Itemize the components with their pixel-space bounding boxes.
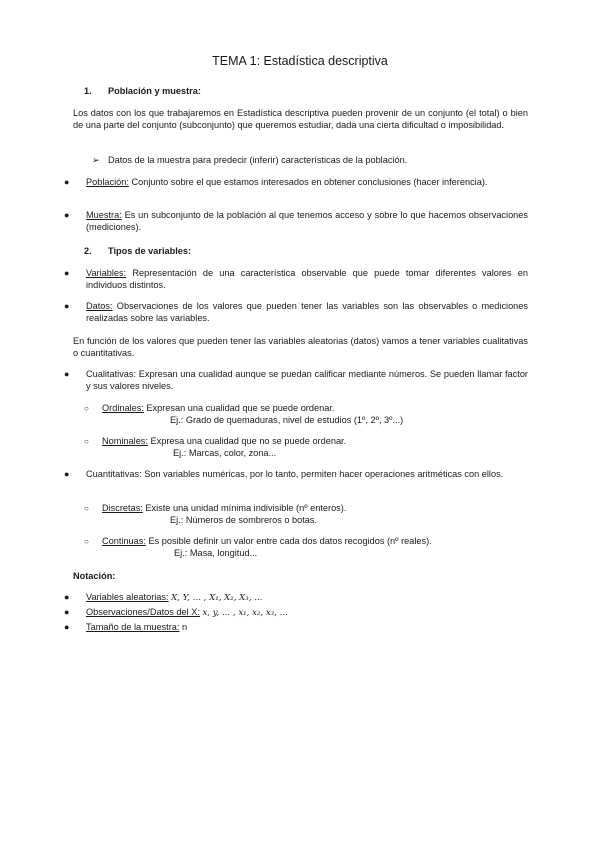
definition-ordinales: Expresan una cualidad que se puede ordenar. [143, 403, 335, 413]
definition-continuas: Es posible definir un valor entre cada dos datos recogidos (nº reales). [145, 536, 432, 546]
definition-poblacion: Conjunto sobre el que estamos interesados en obtener conclusiones (hacer inferencia). [128, 177, 488, 187]
arrow-item-text: Datos de la muestra para predecir (inferir) características de la población. [108, 155, 408, 165]
bullet-icon: ● [64, 210, 70, 220]
arrow-bullet-icon: ➢ [92, 155, 100, 165]
section-2-heading [84, 246, 191, 258]
term-continuas: Continuas: [102, 536, 146, 546]
sub-discretas [84, 503, 524, 526]
term-discretas: Discretas: [102, 503, 143, 513]
bullet-icon: ● [64, 268, 70, 278]
term-observaciones: Observaciones/Datos del X: [86, 607, 200, 617]
bullet-variables-aleatorias [64, 592, 528, 605]
bullet-icon: ● [64, 607, 70, 617]
term-variables: Variables: [86, 268, 127, 278]
section-2-title: Tipos de variables: [108, 246, 192, 256]
section-1-number: 1. [84, 86, 92, 96]
example-discretas: Ej.: Números de sombreros o botas. [170, 514, 318, 525]
section-1-heading [84, 86, 201, 98]
example-nominales: Ej.: Marcas, color, zona... [173, 447, 277, 458]
page-title: TEMA 1: Estadística descriptiva [212, 54, 388, 68]
sub-continuas [84, 536, 524, 559]
section-1-title: Población y muestra: [108, 86, 201, 96]
term-ordinales: Ordinales: [102, 403, 144, 413]
bullet-observaciones [64, 607, 528, 620]
bullet-poblacion [64, 177, 528, 189]
bullet-icon: ● [64, 469, 70, 479]
example-continuas: Ej.: Masa, longitud... [174, 547, 258, 558]
term-variables-aleatorias: Variables aleatorias: [86, 592, 169, 602]
definition-datos: Observaciones de los valores que pueden tener las variables son las observables o mediciones realizadas sobre las variables. [86, 301, 528, 323]
bullet-datos [64, 301, 528, 324]
circle-bullet-icon: ○ [84, 537, 89, 546]
circle-bullet-icon: ○ [84, 404, 89, 413]
circle-bullet-icon: ○ [84, 437, 89, 446]
math-variables-aleatorias: X, Y, ... , X₁, X₂, X₃, ... [171, 593, 263, 603]
math-observaciones: x, y, ... , x₁, x₂, x₃, ... [202, 608, 288, 618]
term-poblacion: Población: [86, 177, 129, 187]
arrow-item [92, 155, 407, 167]
bullet-cuantitativas [64, 469, 528, 481]
sub-nominales [84, 436, 524, 459]
cuantitativas-text: Cuantitativas: Son variables numéricas, por lo tanto, permiten hacer operaciones aritméticas con ellos. [86, 469, 504, 479]
bullet-tamano-muestra [64, 622, 528, 634]
notation-heading: Notación: [73, 571, 116, 581]
term-tamano-muestra: Tamaño de la muestra: [86, 622, 180, 632]
definition-discretas: Existe una unidad mínima indivisible (nº enteros). [142, 503, 347, 513]
section-2-paragraph: En función de los valores que pueden tener las variables aleatorias (datos) vamos a tener variables cualitativas o cuantitativas. [73, 336, 528, 358]
term-nominales: Nominales: [102, 436, 148, 446]
definition-muestra: Es un subconjunto de la población al que tenemos acceso y sobre lo que hacemos observaciones (mediciones). [86, 210, 528, 232]
sub-ordinales [84, 403, 524, 426]
bullet-muestra [64, 210, 528, 233]
definition-nominales: Expresa una cualidad que no se puede ordenar. [147, 436, 347, 446]
example-ordinales: Ej.: Grado de quemaduras, nivel de estudios (1º, 2º, 3º...) [170, 414, 404, 425]
bullet-variables [64, 268, 528, 291]
bullet-icon: ● [64, 369, 70, 379]
bullet-icon: ● [64, 592, 70, 602]
circle-bullet-icon: ○ [84, 504, 89, 513]
math-tamano-muestra: n [179, 622, 188, 632]
term-muestra: Muestra: [86, 210, 122, 220]
bullet-icon: ● [64, 301, 70, 311]
bullet-icon: ● [64, 177, 70, 187]
term-datos: Datos: [86, 301, 113, 311]
section-1-intro: Los datos con los que trabajaremos en Estadística descriptiva pueden provenir de un conjunto (el total) o bien de una parte del conjunto (subconjunto) que queremos estudiar, dada una cierta dificultad o imposibilidad. [73, 108, 528, 130]
bullet-icon: ● [64, 622, 70, 632]
section-2-number: 2. [84, 246, 92, 256]
cualitativas-text: Cualitativas: Expresan una cualidad aunque se puedan calificar mediante números. Se pueden llamar factor y sus valores niveles. [86, 369, 528, 391]
bullet-cualitativas [64, 369, 528, 392]
definition-variables: Representación de una característica observable que puede tomar diferentes valores en individuos distintos. [86, 268, 528, 290]
